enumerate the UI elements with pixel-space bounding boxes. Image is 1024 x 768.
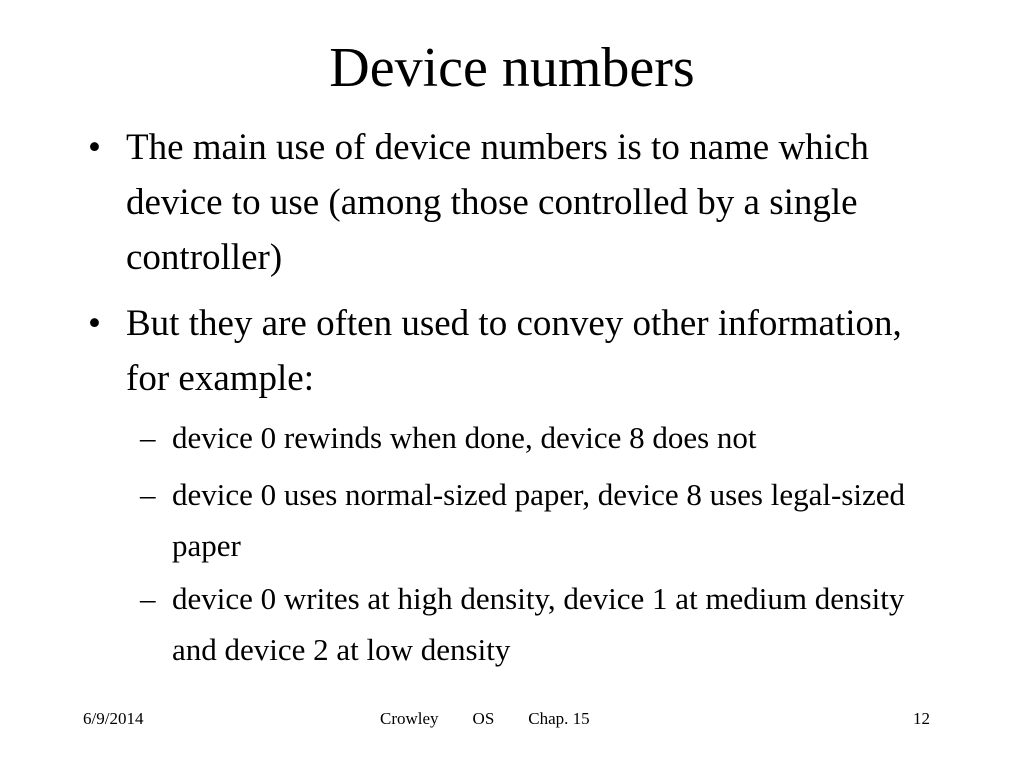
sub-bullet-text: device 0 rewinds when done, device 8 does not — [172, 420, 757, 455]
bullet-marker: • — [88, 127, 101, 168]
sub-bullet-marker: – — [140, 581, 156, 616]
bullet-item — [88, 296, 946, 406]
sub-bullet-text: device 0 uses normal-sized paper, device 8 uses legal-sized paper — [172, 477, 905, 563]
sub-bullet-marker: – — [140, 477, 156, 512]
bullet-text: The main use of device numbers is to name which device to use (among those controlled by a single controller) — [126, 127, 869, 278]
footer-center-text: Crowley OS Chap. 15 — [380, 709, 590, 728]
footer-date: 6/9/2014 — [83, 709, 144, 728]
bullet-marker: • — [88, 303, 101, 344]
slide-number: 12 — [913, 709, 930, 728]
sub-bullet-item — [140, 573, 952, 675]
sub-bullet-item — [140, 469, 952, 571]
sub-bullet-marker: – — [140, 420, 156, 455]
sub-bullet-item — [140, 412, 952, 463]
slide-title: Device numbers — [329, 37, 695, 99]
bullet-item — [88, 120, 946, 285]
bullet-text: But they are often used to convey other information, for example: — [126, 303, 902, 399]
sub-bullet-text: device 0 writes at high density, device 1 at medium density and device 2 at low density — [172, 581, 905, 667]
